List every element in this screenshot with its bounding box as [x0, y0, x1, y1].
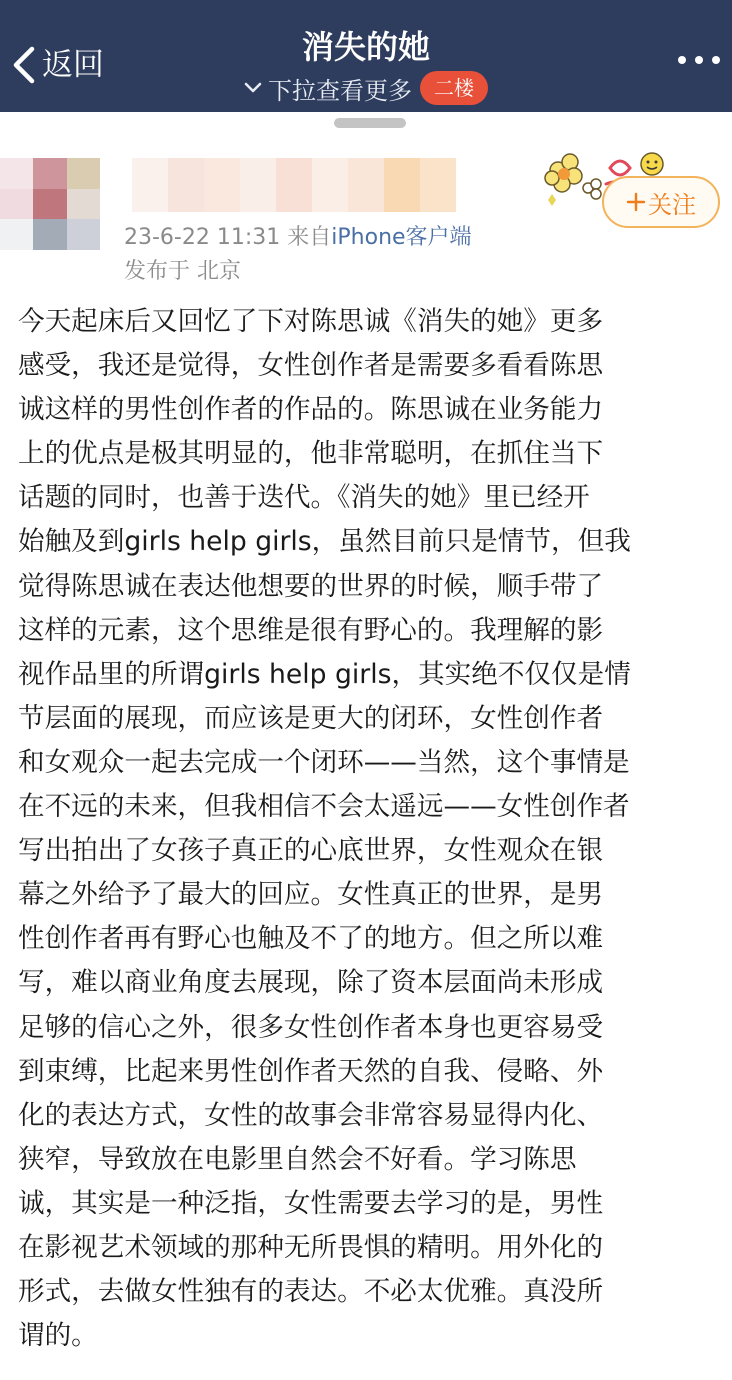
post-location: 发布于 北京 [124, 259, 241, 284]
post-timestamp: 23-6-22 11:31 [124, 225, 281, 250]
content-line: 感受，我还是觉得，女性创作者是需要多看看陈思 [18, 350, 604, 382]
avatar[interactable] [0, 158, 100, 250]
content-line: 在不远的未来，但我相信不会太遥远——女性创作者 [18, 791, 630, 823]
source-client-link[interactable]: iPhone客户端 [331, 225, 472, 250]
pull-down-label: 下拉查看更多 [268, 76, 412, 105]
source-prefix: 来自 [287, 225, 332, 250]
top-nav-bar [0, 0, 732, 112]
back-label: 返回 [42, 47, 104, 83]
plus-icon [626, 192, 646, 212]
pull-down-hint[interactable] [0, 70, 732, 106]
content-line: 视作品里的所谓girls help girls，其实绝不仅仅是情 [18, 658, 631, 690]
content-line: 化的表达方式，女性的故事会非常容易显得内化、 [18, 1099, 604, 1131]
content-line: 这样的元素，这个思维是很有野心的。我理解的影 [18, 614, 604, 646]
post-content [18, 300, 718, 1358]
more-dot-icon [678, 56, 686, 64]
content-line: 性创作者再有野心也触及不了的地方。但之所以难 [18, 923, 604, 955]
content-line: 诚，其实是一种泛指，女性需要去学习的是，男性 [18, 1187, 604, 1219]
content-line: 到束缚，比起来男性创作者天然的自我、侵略、外 [18, 1055, 604, 1087]
content-line: 节层面的展现，而应该是更大的闭环，女性创作者 [18, 702, 604, 734]
content-line: 觉得陈思诚在表达他想要的世界的时候，顺手带了 [18, 570, 604, 602]
content-line: 形式，去做女性独有的表达。不必太优雅。真没所 [18, 1276, 604, 1308]
follow-button[interactable] [602, 176, 720, 228]
content-line: 狭窄，导致放在电影里自然会不好看。学习陈思 [18, 1143, 577, 1175]
post-meta [124, 222, 472, 254]
content-line: 写，难以商业角度去展现，除了资本层面尚未形成 [18, 967, 604, 999]
follow-label: 关注 [648, 190, 696, 219]
floor-badge[interactable]: 二楼 [420, 71, 488, 105]
chevron-down-icon [244, 82, 262, 94]
content-line: 幕之外给予了最大的回应。女性真正的世界，是男 [18, 879, 604, 911]
content-line: 上的优点是极其明显的，他非常聪明，在抓住当下 [18, 438, 604, 470]
content-line: 写出拍出了女孩子真正的心底世界，女性观众在银 [18, 835, 604, 867]
content-line: 话题的同时，也善于迭代。《消失的她》里已经开 [18, 482, 590, 514]
content-line: 诚这样的男性创作者的作品的。陈思诚在业务能力 [18, 394, 604, 426]
page-title: 消失的她 [301, 28, 430, 66]
content-line: 在影视艺术领域的那种无所畏惧的精明。用外化的 [18, 1231, 604, 1263]
sheet-grabber-handle[interactable] [334, 118, 406, 128]
content-line: 和女观众一起去完成一个闭环——当然，这个事情是 [18, 746, 630, 778]
content-line: 始触及到girls help girls，虽然目前只是情节，但我 [18, 526, 631, 558]
more-options-button[interactable] [678, 56, 720, 64]
content-line: 今天起床后又回忆了下对陈思诚《消失的她》更多 [18, 306, 604, 337]
username-blurred[interactable] [132, 158, 456, 212]
more-dot-icon [695, 56, 703, 64]
content-line: 谓的。 [18, 1320, 98, 1352]
content-line: 足够的信心之外，很多女性创作者本身也更容易受 [18, 1011, 604, 1043]
more-dot-icon [712, 56, 720, 64]
